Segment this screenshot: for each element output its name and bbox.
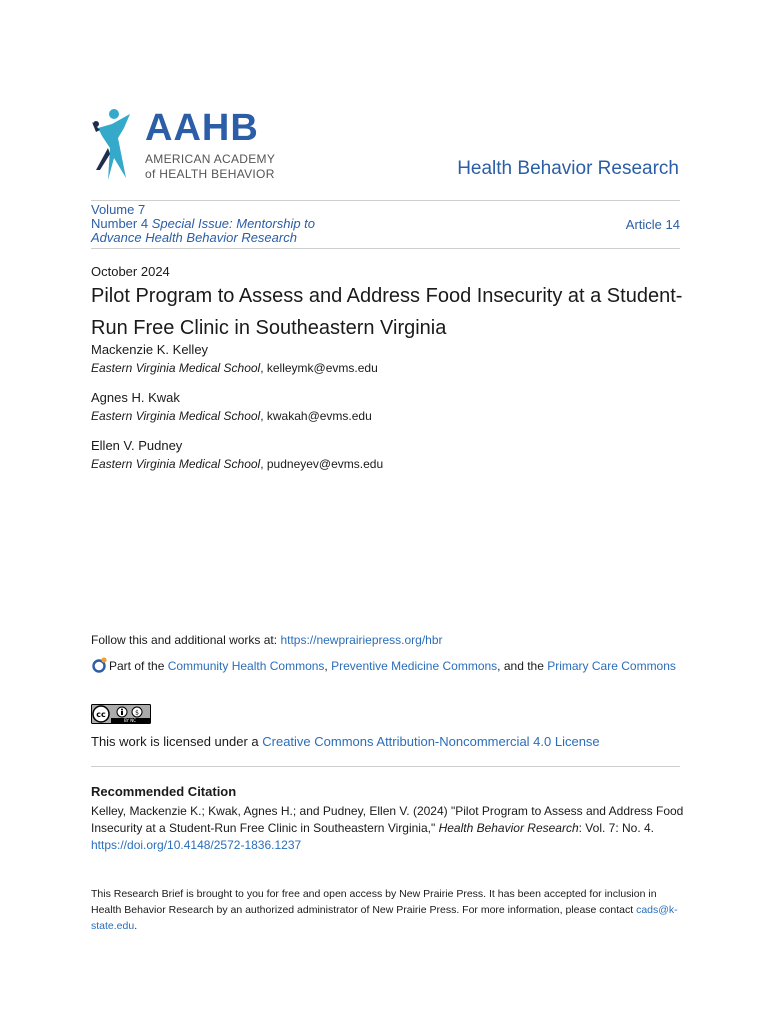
citation-volume: : Vol. 7: No. 4. [578,821,655,835]
recommended-citation [91,803,686,854]
separator: , and the [497,659,548,673]
logo-line-1: AMERICAN ACADEMY [145,152,276,166]
author-institution: Eastern Virginia Medical School [91,361,261,375]
author-institution: Eastern Virginia Medical School [91,409,261,423]
separator: , [324,659,332,673]
special-issue-title-line2: Advance Health Behavior Research [91,230,297,245]
citation-journal: Health Behavior Research [438,821,579,835]
journal-name-link[interactable]: Health Behavior Research [457,158,679,179]
author-affiliation: Eastern Virginia Medical School, kwakah@evms.edu [91,409,372,423]
license-line [91,734,600,749]
citation-heading: Recommended Citation [91,784,237,799]
cc-badge-subtext: BY NC [123,718,137,724]
header-rule-top [91,200,680,201]
author-block [91,390,691,424]
doi-link[interactable]: https://doi.org/10.4148/2572-1836.1237 [91,838,302,852]
author-block [91,438,691,472]
author-email[interactable]: pudneyev@evms.edu [266,457,384,471]
license-text: This work is licensed under a [91,734,263,749]
collection-link[interactable]: https://newprairiepress.org/hbr [280,633,443,647]
citation-rule [91,766,680,767]
part-of-prefix: Part of the [109,659,168,673]
citation-text: Kelley, Mackenzie K.; Kwak, Agnes H.; and Pudney, Ellen V. (2024) "Pilot Program to Assess and Address Food Insecurity at a Student-Run Free Clinic in Southeastern Virginia," [91,804,684,835]
primary-care-commons-link[interactable]: Primary Care Commons [547,659,676,673]
article-number-link[interactable]: Article 14 [625,217,680,232]
issue-info[interactable] [91,203,391,245]
volume-link[interactable]: Volume 7 [91,202,146,217]
author-affiliation: Eastern Virginia Medical School, pudneyev@evms.edu [91,457,384,471]
article-title: Pilot Program to Assess and Address Food Insecurity at a Student-Run Free Clinic in Southeastern Virginia [91,285,683,339]
follow-text: Follow this and additional works at: [91,633,281,647]
author-affiliation: Eastern Virginia Medical School, kelleymk@evms.edu [91,361,378,375]
license-link[interactable]: Creative Commons Attribution-Noncommercial 4.0 License [262,734,600,749]
issue-number[interactable] [91,217,391,231]
follow-line [91,633,443,647]
footer-end: . [134,920,138,932]
cc-license-badge-icon[interactable] [91,704,151,724]
author-institution: Eastern Virginia Medical School [91,457,261,471]
logo-abbreviation: AAHB [145,107,259,149]
author-email[interactable]: kelleymk@evms.edu [266,361,378,375]
svg-text:$: $ [135,709,139,717]
author-name: Agnes H. Kwak [91,390,180,405]
network-icon [91,657,107,673]
author-name: Ellen V. Pudney [91,438,183,453]
aahb-logo [90,108,280,183]
part-of-line [91,656,681,677]
logo-line-2: of HEALTH BEHAVIOR [145,167,275,181]
author-name: Mackenzie K. Kelley [91,342,209,357]
aahb-figure-icon [90,108,140,183]
header-rule-bottom [91,248,680,249]
footer-note [91,886,681,934]
author-block [91,342,691,376]
author-email[interactable]: kwakah@evms.edu [266,409,372,423]
issue-number-label: Number 4 [91,216,149,231]
publication-date: October 2024 [91,264,170,279]
community-health-commons-link[interactable]: Community Health Commons [167,659,325,673]
contact-email-link[interactable]: cads@k-state.edu [91,904,678,932]
preventive-medicine-commons-link[interactable]: Preventive Medicine Commons [331,659,498,673]
cc-badge-text: cc [96,710,106,719]
special-issue-title: Special Issue: Mentorship to [151,216,316,231]
footer-text: This Research Brief is brought to you for free and open access by New Prairie Press. It has been accepted for inclusion in Health Behavior Research by an authorized administrator of New Prairie Press. For more information, please contact [91,888,657,916]
